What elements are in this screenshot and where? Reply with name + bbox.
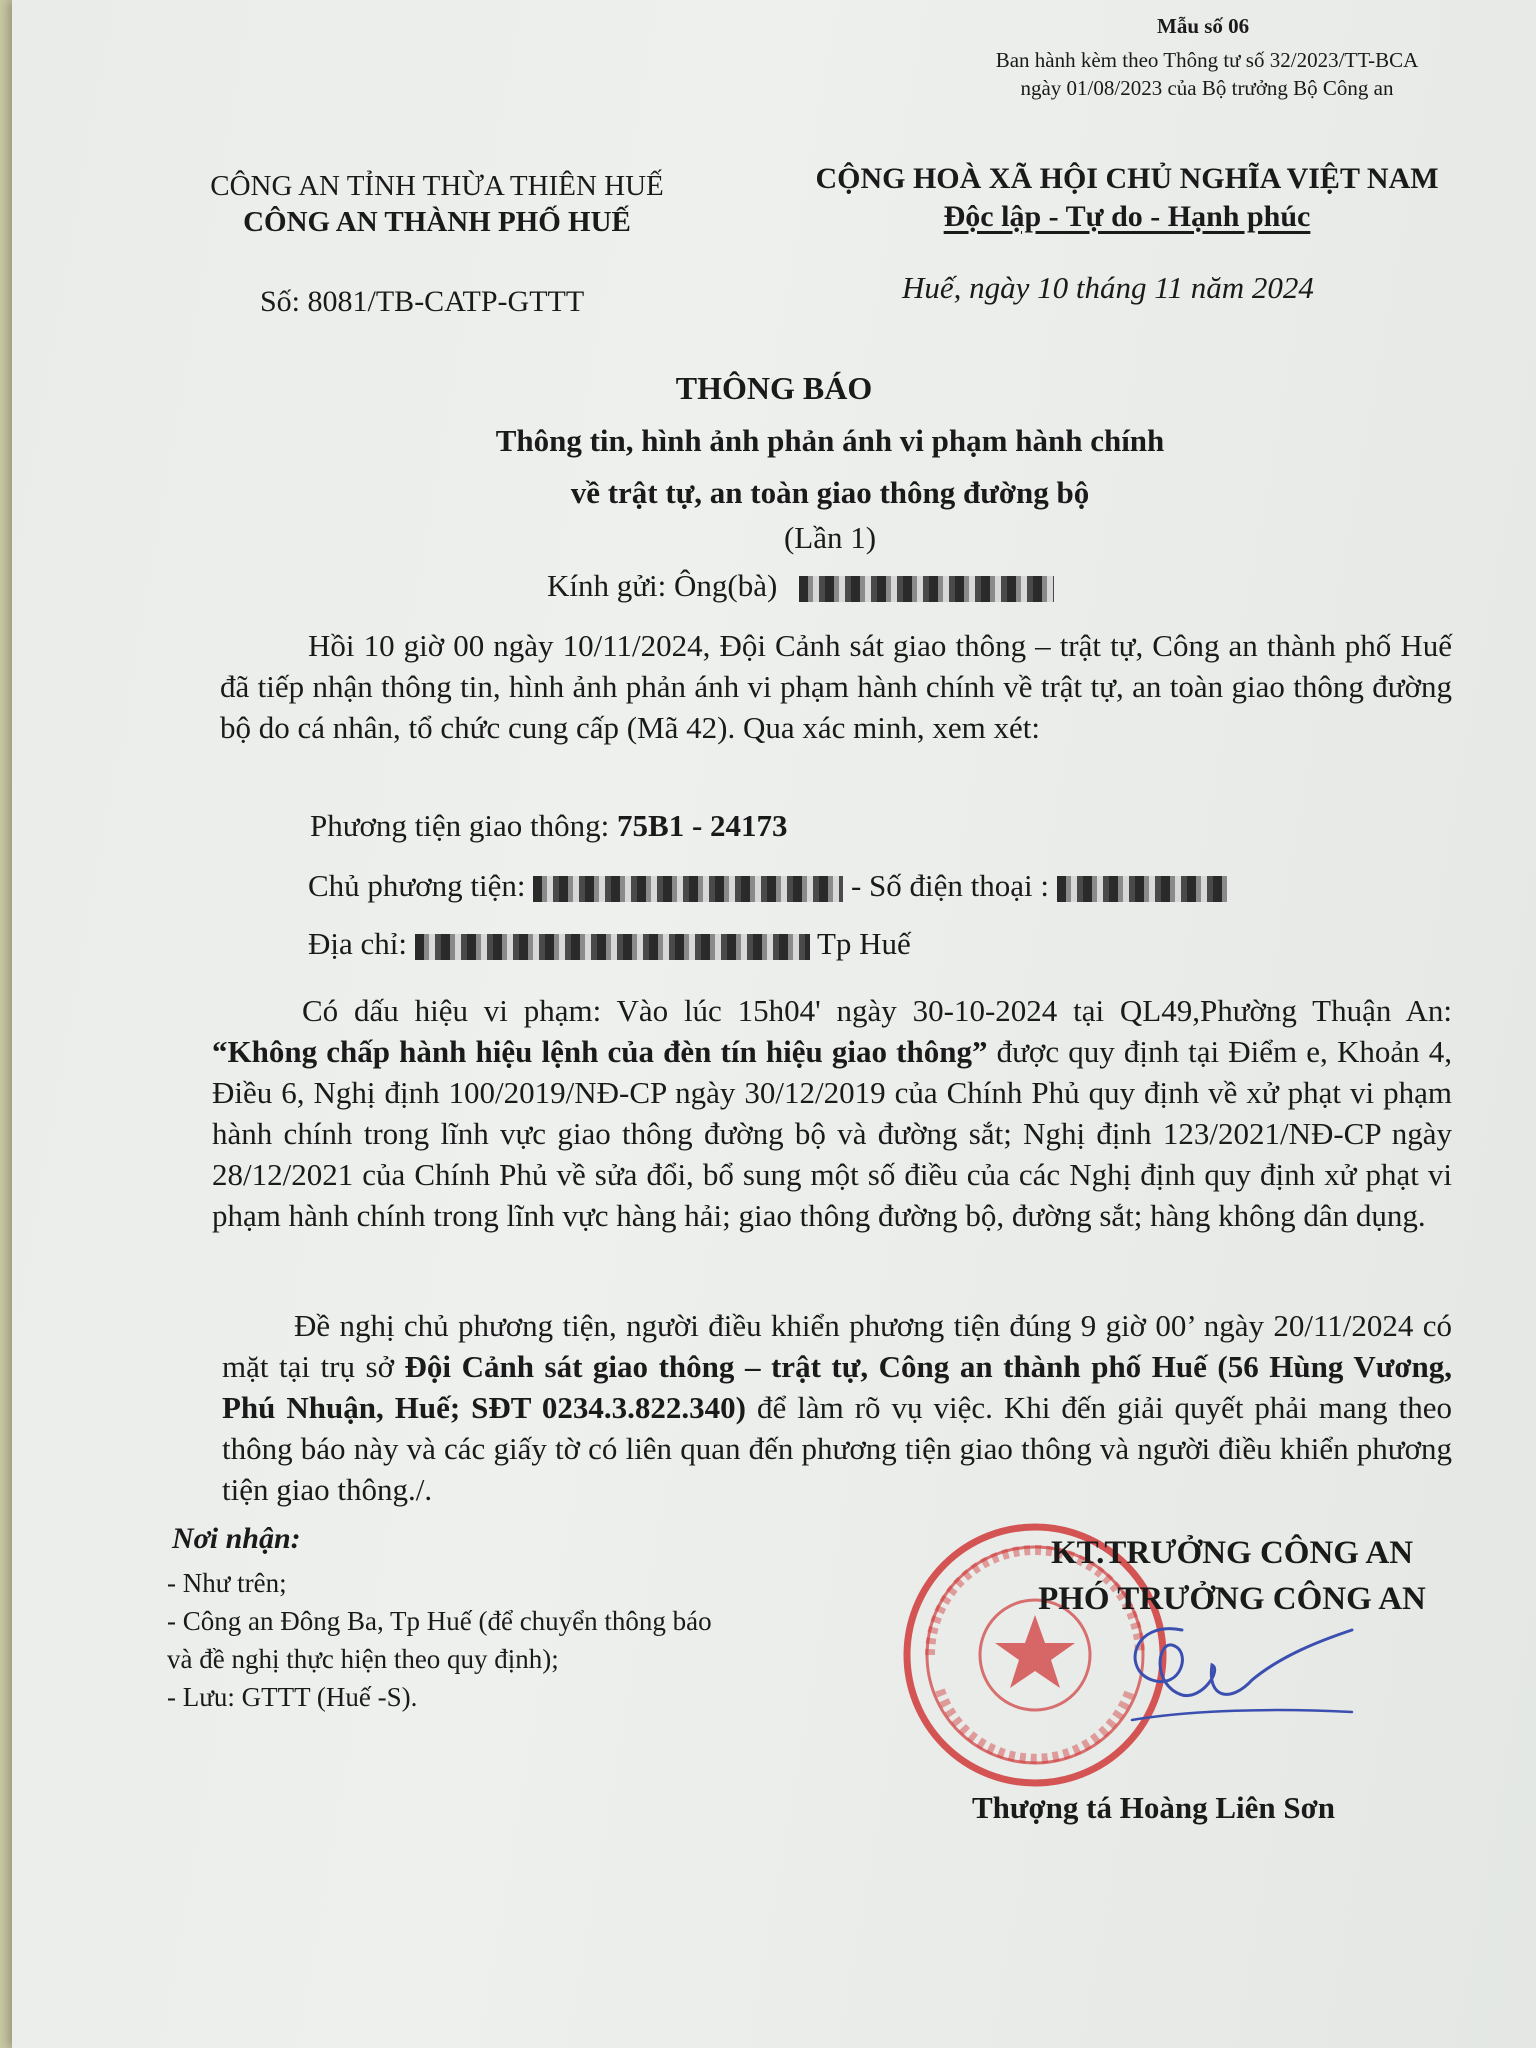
- signer-name: Thượng tá Hoàng Liên Sơn: [972, 1790, 1336, 1825]
- recipients-title: Nơi nhận:: [172, 1522, 301, 1555]
- paragraph-request: Đề nghị chủ phương tiện, người điều khiển phương tiện đúng 9 giờ 00’ ngày 20/11/2024 có mặt tại trụ sở Đội Cảnh sát giao thông – trật tự, Công an thành phố Huế (56 Hùng Vương, Phú Nhuận, Huế; SĐT 0234.3.822.340) để làm rõ vụ việc. Khi đến giải quyết phải mang theo thông báo này và các giấy tờ có liên quan đến phương tiện giao thông và người điều khiển phương tiện giao thông./.: [222, 1308, 1453, 1507]
- paragraph-violation: Có dấu hiệu vi phạm: Vào lúc 15h04' ngày 30-10-2024 tại QL49,Phường Thuận An: “Không chấp hành hiệu lệnh của đèn tín hiệu giao thông” được quy định tại Điểm e, Khoản 4, Điều 6, Nghị định 100/2019/NĐ-CP ngày 30/12/2019 của Chính Phủ quy định về xử phạt vi phạm hành chính trong lĩnh vực giao thông đường bộ và đường sắt; Nghị định 123/2021/NĐ-CP ngày 28/12/2021 của Chính Phủ về sửa đổi, bổ sung một số điều của các Nghị định quy định xử phạt vi phạm hành chính trong lĩnh vực hàng hải; giao thông đường bộ, đường sắt; hàng không dân dụng.: [212, 993, 1452, 1233]
- office-address: Đội Cảnh sát giao thông – trật tự, Công an thành phố Huế (56 Hùng Vương, Phú Nhuận, Huế; SĐT 0234.3.822.340): [222, 1349, 1452, 1425]
- paragraph-intro: Hồi 10 giờ 00 ngày 10/11/2024, Đội Cảnh sát giao thông – trật tự, Công an thành phố Huế đã tiếp nhận thông tin, hình ảnh phản ánh vi phạm hành chính về trật tự, an toàn giao thông đường bộ do cá nhân, tổ chức cung cấp (Mã 42). Qua xác minh, xem xét:: [220, 628, 1452, 745]
- national-motto: Độc lập - Tự do - Hạnh phúc: [943, 200, 1311, 233]
- redacted-phone: [1057, 876, 1227, 902]
- handwritten-signature-icon: [1112, 1610, 1372, 1740]
- document-number: Số: 8081/TB-CATP-GTTT: [260, 285, 585, 318]
- signature-title: KT.TRƯỞNG CÔNG AN PHÓ TRƯỞNG CÔNG AN: [1038, 1535, 1426, 1617]
- address-line: Địa chỉ: Tp Huế: [308, 926, 911, 961]
- place-date: Huế, ngày 10 tháng 11 năm 2024: [902, 270, 1314, 305]
- document-title: THÔNG BÁO: [675, 370, 873, 406]
- recipient-item: - Như trên;: [167, 1568, 287, 1598]
- vehicle-line: Phương tiện giao thông: 75B1 - 24173: [310, 808, 788, 843]
- document-subtitle: Thông tin, hình ảnh phản ánh vi phạm hành chính về trật tự, an toàn giao thông đường bộ: [495, 423, 1165, 510]
- recipient-item: - Lưu: GTTT (Huế -S).: [167, 1682, 418, 1712]
- redacted-address: [415, 934, 810, 960]
- national-header: [747, 160, 1507, 236]
- redacted-owner: [533, 876, 843, 902]
- recipient-item: - Công an Đông Ba, Tp Huế (để chuyển thông báo: [167, 1606, 712, 1636]
- recipient-line: Kính gửi: Ông(bà): [547, 568, 1054, 604]
- form-reference: Ban hành kèm theo Thông tư số 32/2023/TT-BCA ngày 01/08/2023 của Bộ trưởng Bộ Công an: [995, 48, 1419, 100]
- notice-round: (Lần 1): [783, 520, 877, 555]
- owner-line: Chủ phương tiện: - Số điện thoại :: [308, 868, 1227, 904]
- org-name: CÔNG AN THÀNH PHỐ HUẾ: [243, 206, 631, 238]
- nation-name: CỘNG HOÀ XÃ HỘI CHỦ NGHĨA VIỆT NAM: [815, 162, 1439, 195]
- issuing-organization: [152, 168, 722, 240]
- vehicle-plate: 75B1 - 24173: [617, 808, 788, 843]
- document-page: [12, 0, 1536, 2048]
- violation-description: “Không chấp hành hiệu lệnh của đèn tín hiệu giao thông”: [212, 1034, 988, 1069]
- org-parent: CÔNG AN TỈNH THỪA THIÊN HUẾ: [210, 170, 664, 202]
- form-number: Mẫu số 06: [1157, 14, 1250, 38]
- redacted-name: [799, 576, 1054, 602]
- recipient-item: và đề nghị thực hiện theo quy định);: [167, 1644, 559, 1674]
